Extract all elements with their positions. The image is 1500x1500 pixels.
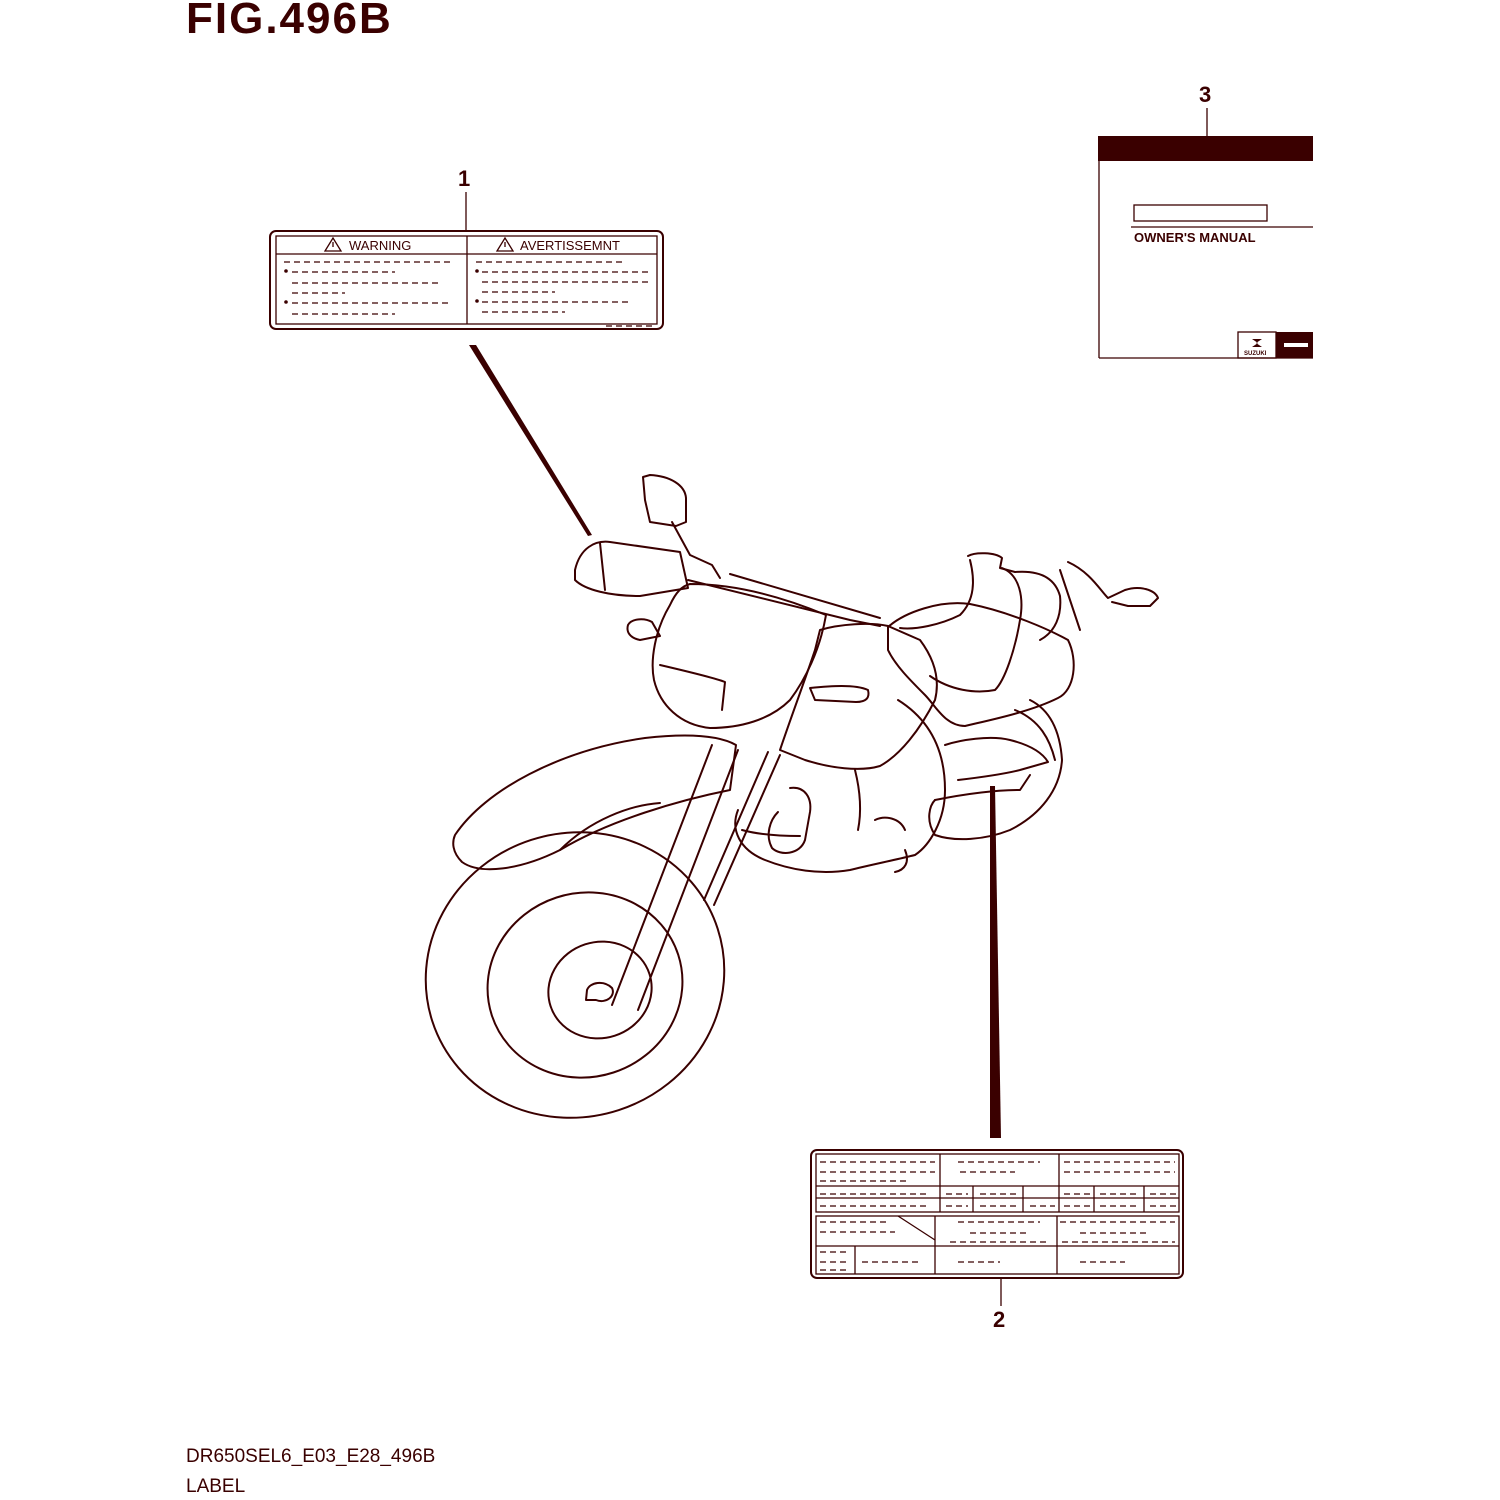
callout-1-pointer xyxy=(469,345,592,536)
callout-2-pointer xyxy=(990,786,1001,1138)
motorcycle-drawing xyxy=(388,475,1158,1156)
figure-title: FIG.496B xyxy=(186,0,393,43)
suzuki-logo-icon xyxy=(1244,339,1267,357)
callout-2[interactable]: 2 xyxy=(993,1307,1006,1332)
warning-heading: WARNING xyxy=(349,238,412,253)
owners-manual[interactable] xyxy=(1098,136,1313,358)
owners-manual-title: OWNER'S MANUAL xyxy=(1134,230,1256,245)
callout-3[interactable]: 3 xyxy=(1199,82,1212,107)
info-label[interactable] xyxy=(811,1150,1183,1278)
warning-label[interactable] xyxy=(270,231,663,329)
model-code: DR650SEL6_E03_E28_496B xyxy=(186,1446,436,1467)
callout-1[interactable]: 1 xyxy=(458,166,471,191)
svg-text:SUZUKI: SUZUKI xyxy=(1244,351,1267,357)
section-name: LABEL xyxy=(186,1476,246,1497)
avertissement-heading: AVERTISSEMNT xyxy=(520,238,620,253)
